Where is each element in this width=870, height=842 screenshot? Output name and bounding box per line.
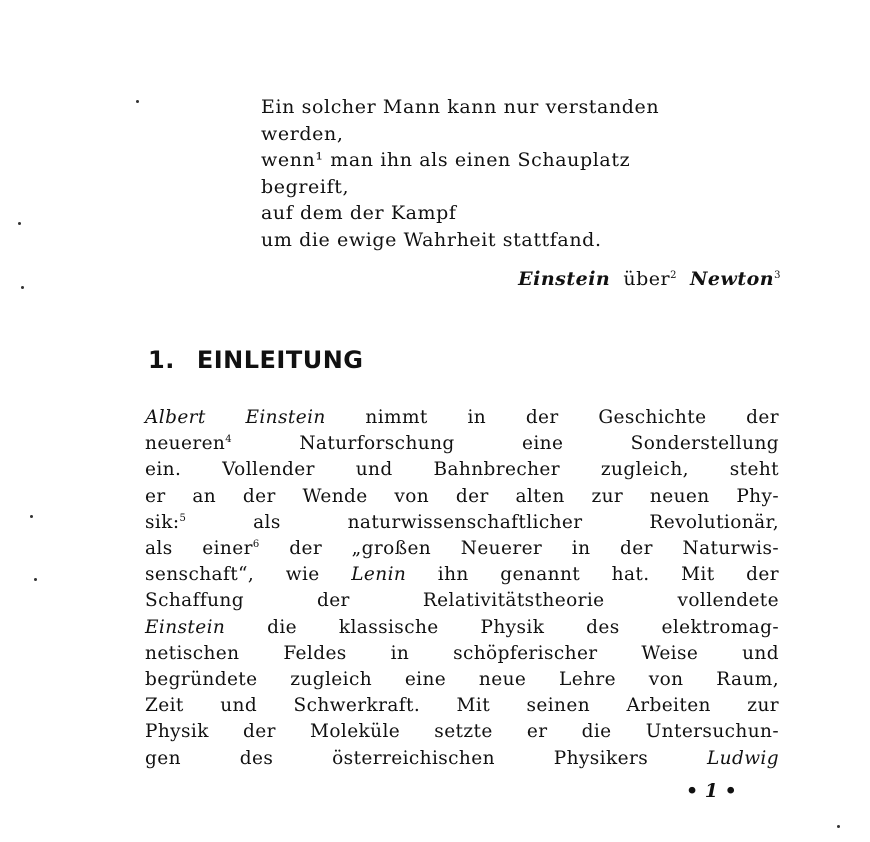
person-name: Lenin [351,564,407,586]
footnote-marker: 6 [252,539,260,551]
body-paragraph [145,405,779,772]
body-text-fragment: der „großen Neuerer in der Naturwis- [259,538,779,560]
footnote-marker: 4 [225,434,232,446]
body-text-fragment: ihn genannt hat. Mit der [406,564,779,586]
epigraph-line: Ein solcher Mann kann nur verstanden [261,96,660,118]
body-line [145,405,779,431]
body-line: begründete zugleich eine neue Lehre von Raum, [145,669,779,691]
epigraph-line: begreift, [261,175,350,198]
attribution-subject: Newton [690,268,775,290]
body-text-fragment: als einer [145,538,253,560]
footnote-marker: 5 [179,512,187,524]
body-line [145,615,779,641]
person-name: Einstein [145,616,226,638]
body-line [145,431,779,457]
epigraph [261,94,786,253]
epigraph-line: um die ewige Wahrheit stattfand. [261,228,602,251]
chapter-title: EINLEITUNG [196,346,364,374]
body-text-fragment: senschaft“, wie [145,564,352,586]
epigraph-line: wenn¹ man ihn als einen Schauplatz [261,149,631,171]
body-line: ein. Vollender und Bahnbrecher zugleich, steht [145,459,779,481]
body-line: Zeit und Schwerkraft. Mit seinen Arbeiten zur [145,695,779,717]
body-line: Schaffung der Relativitätstheorie vollendete [145,590,779,612]
body-line: er an der Wende von der alten zur neuen Phy- [145,485,779,507]
person-name: Albert Einstein [145,407,326,428]
epigraph-attribution [261,268,781,290]
body-text-fragment: nimmt in der Geschichte der [325,407,779,428]
epigraph-line: werden, [261,122,344,145]
body-line [145,746,779,772]
scan-speck [34,578,37,581]
body-line [145,510,779,536]
body-text-fragment: als naturwissenschaftlicher Revolutionär, [186,511,779,533]
scan-speck [30,515,33,518]
body-text-fragment: neueren [145,433,226,455]
attribution-author: Einstein [518,268,611,290]
body-text-fragment: die klassische Physik des elektromag- [225,616,779,638]
attribution-word: über [623,268,671,290]
footnote-marker: 2 [670,270,677,281]
chapter-number: 1. [148,346,175,374]
person-name: Ludwig [706,747,779,769]
body-line: netischen Feldes in schöpferischer Weise und [145,642,779,664]
body-line [145,536,779,562]
footnote-marker: 3 [774,270,781,281]
scan-speck [837,825,840,828]
body-text-fragment: sik: [145,511,180,533]
body-line: Physik der Moleküle setzte er die Untersuchun- [145,721,779,743]
scan-speck [21,286,24,289]
epigraph-line: auf dem der Kampf [261,202,457,224]
body-line [145,562,779,588]
scan-speck [136,100,139,103]
body-text-fragment: gen des österreichischen Physikers [145,747,707,769]
scan-speck [18,222,21,225]
body-text-fragment: Naturforschung eine Sonderstellung [232,433,779,455]
chapter-heading [148,346,364,374]
page-number: • 1 • [686,780,737,802]
